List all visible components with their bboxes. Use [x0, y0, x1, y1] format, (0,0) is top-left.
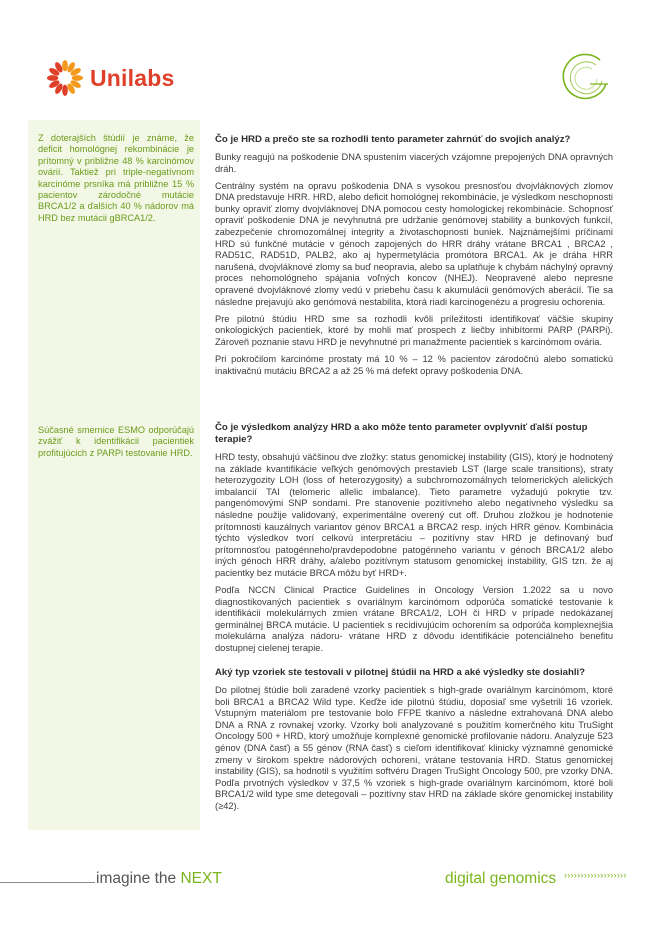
sun-logo-icon [46, 59, 84, 97]
genomics-g-mark-icon [556, 48, 616, 108]
footer-digital-genomics: digital genomics [445, 870, 557, 887]
paragraph: HRD testy, obsahujú väčšinou dve zložky: status genomickej instability (GIS), ktorý je hodnotený na základe kvantifikácie veľkých genómových prestavieb LST (large scale transitions), straty heterozygozity LOH (loss of heterozygosity) a subchromozomálnych telomerických alelických imbalancií TAI (telomeric allelic imbalance). Tieto parametre vyžadujú pokrytie tzv. pangenómovými SNP sondami. Pre stanovenie pozitívneho alebo negatívneho výsledku sa následne použije validovaný, experimentálne overený cut off. Druhou zložkou je hodnotenie prítomnosti kauzálnych variantov génov BRCA1 a BRCA2 resp. iných HRR génov. Kombinácia týchto výsledkov tvorí celkovú interpretáciu – pozitívny stav HRD je definovaný buď prítomnosťou patogénneho/pravdepodobne patogénneho variantu v génoch BRCA1/2 alebo iných génoch HRR dráhy, a/alebo pozitívnym statusom genomickej instability, GIS tzn. že aj pacientky bez mutácie BRCA môžu byť HRD+. [215, 452, 613, 578]
paragraph: Centrálny systém na opravu poškodenia DNA s vysokou presnosťou dvojvláknových zlomov DNA predstavuje HRR. HRD, alebo deficit homológnej rekombinácie, je výsledkom neschopnosti bunky opraviť zlomy dvojvláknovej DNA pomocou cesty homologickej rekombinácie. Schopnosť opraviť poškodenie DNA je nevyhnutná pre udržanie genómovej stability a bunkových funkcií, zabezpečenie chromozomálnej integrity a životaschopnosti buniek. Najznámejšími príčinami HRD sú funkčné mutácie v génoch zapojených do HRR dráhy vrátane BRCA1 , BRCA2 , RAD51C, RAD51D, PALB2, ako aj hypermetylácia promótora BRCA1. Ak je dráha HRR narušená, dvojvláknové zlomy sa buď neopravia, alebo sa uplatňuje k chybám náchylný opravný proces nehomológneho spájania voľných koncov (NHEJ). Neopravené alebo nepresne opravené dvojvláknové zlomy vedú v priebehu času k akumulácii genómových aberácií. Tie sa následne prejavujú ako genómová nestabilita, ktorá riadi karcinogenézu a progresiu ochorenia. [215, 180, 613, 307]
section-heading: Aký typ vzoriek ste testovali v pilotnej štúdii na HRD a aké výsledky ste dosiahli? [215, 667, 586, 678]
paragraph: Pre pilotnú štúdiu HRD sme sa rozhodli kvôli príležitosti identifikovať väčšie skupiny onkologických pacientiek, ktoré by mohli mať prospech z liečby inhibítormi PARP (PARPi). Zároveň poznanie stavu HRD je nevyhnutné pri manažmente pacientiek s karcinómom ovária. [215, 313, 613, 347]
footer-tagline [96, 870, 222, 888]
paragraph: Pri pokročilom karcinóme prostaty má 10 % – 12 % pacientov zárodočnú alebo somatickú inaktivačnú mutáciu BRCA2 a až 25 % má defekt opravy poškodenia DNA. [215, 354, 613, 376]
section-heading: Čo je HRD a prečo ste sa rozhodli tento parameter zahrnúť do svojich analýz? [215, 134, 571, 145]
section-heading: Čo je výsledkom analýzy HRD a ako môže tento parameter ovplyvniť ďalší postup terapie? [215, 422, 588, 445]
paragraph: Podľa NCCN Clinical Practice Guidelines in Oncology Version 1.2022 sa u novo diagnostikovaných pacientiek s ovariálnym karcinómom odporúča somatické testovanie k identifikácii molekulárnych zmien vrátane BRCA1/2, LOH či HRD v prípade nedokázanej germinálnej BRCA mutácie. U pacientiek s recidivujúcim ochorením sa odporúča komplexnejšia molekulárna analýza nádoru- vrátane HRD z dôvodu identifikácie potenciálneho benefitu dostupnej cielenej terapie. [215, 585, 613, 653]
sidebar-note-esmo: Súčasné smernice ESMO odporúčajú zvážiť k identifikácii pacientiek profitujúcich z PARPi testovanie HRD. [38, 425, 194, 458]
logo-text: Unilabs [90, 64, 175, 91]
section-pilot-study [215, 667, 613, 818]
paragraph: Bunky reagujú na poškodenie DNA spustením viacerých vzájomne prepojených DNA opravných dráh. [215, 152, 613, 174]
chevron-right-icon: ››››››››››››››››››› [564, 870, 627, 880]
paragraph: Do pilotnej štúdie boli zaradené vzorky pacientiek s high-grade ovariálnym karcinómom, ktoré boli BRCA1 a BRCA2 Wild type. Keďže ide pilotnú štúdiu, doposiaľ sme vyšetrili 16 vzoriek. Vstupným materiálom pre testovanie bolo FFPE tkanivo a následne extrahovaná DNA alebo DNA a RNA z rovnakej vzorky. Vzorky boli analyzované s použitím komerčného kitu TruSight Oncology 500 + HRD, ktorý umožňuje komplexné genomické profilovanie nádoru. Analyzuje 523 génov (DNA časť) a 55 génov (RNA časť) s cieľom identifikovať klinicky významné genomické zmeny v širokom spektre nádorových ochorení, vrátane testovania HRD. Status genomickej instability (GIS), sa hodnotil s využitím softvéru Dragen TruSight Oncology 500, pre vzorky DNA. Podľa prvotných výsledkov v 37,5 % vzoriek s high-grade ovariálnym karcinómom, ktoré boli BRCA1/2 wild type sme detegovali – pozitívny stav HRD na základe skóre genomickej instability (≥42). [215, 685, 613, 811]
unilabs-logo [46, 58, 206, 98]
footer-tagline-next: NEXT [180, 870, 222, 887]
sidebar-panel [28, 120, 200, 830]
footer-tagline-prefix: imagine the [96, 870, 181, 887]
footer-divider [0, 882, 95, 883]
section-hrd-results [215, 422, 613, 660]
section-what-is-hrd [215, 134, 613, 383]
sidebar-note-hrd-stats: Z doterajších štúdií je známe, že deficit homológnej rekombinácie je prítomný v približne 48 % karcinómov ovárií. Taktiež pri triple-negatívnom karcinóme prsníka má približne 15 % pacientov zárodočné mutácie BRCA1/2 a ďalších 40 % nádorov má HRD bez mutácii gBRCA1/2. [38, 133, 194, 223]
